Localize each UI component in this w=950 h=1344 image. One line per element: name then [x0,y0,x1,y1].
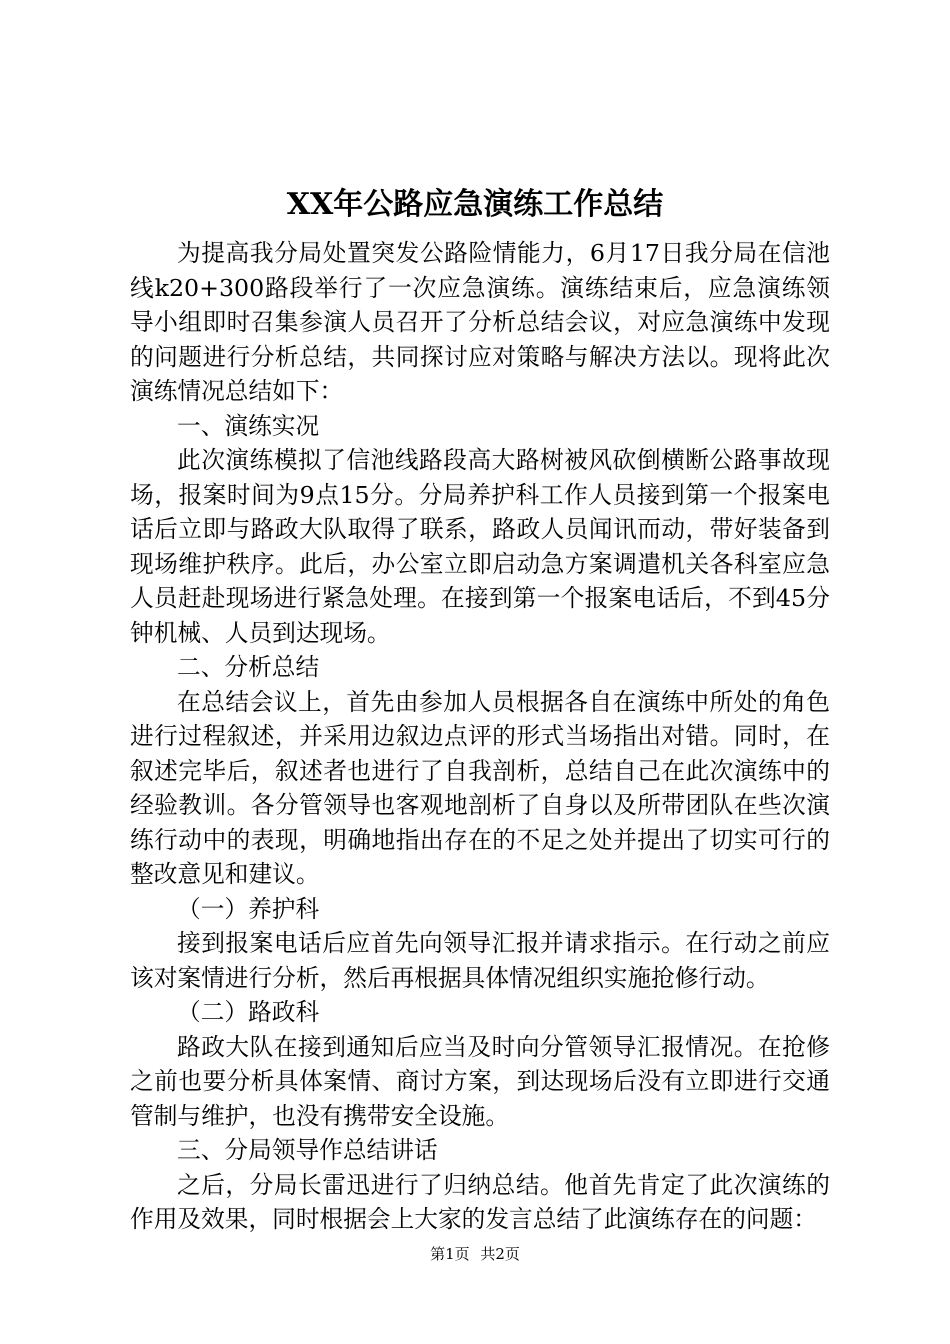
section-heading-1: 一、演练实况 [177,411,320,440]
page-number: 第1页 [430,1245,470,1263]
paragraph-intro: 为提高我分局处置突发公路险情能力，6月17日我分局在信池线k20+300路段举行了一次应急演练。演练结束后，应急演练领导小组即时召集参演人员召开了分析总结会议，对应急演练中发现的问题进行分析总结，共同探讨应对策略与解决方法以。现将此次演练情况总结如下： [130,239,830,405]
subsection-heading-maintenance: （一）养护科 [177,894,320,923]
paragraph-road-admin: 路政大队在接到通知后应当及时向分管领导汇报情况。在抢修之前也要分析具体案情、商讨方案，到达现场后没有立即进行交通管制与维护，也没有携带安全设施。 [130,1032,830,1130]
document-body [130,236,830,1237]
section-heading-2: 二、分析总结 [177,653,320,681]
document-title: XX年公路应急演练工作总结 [286,187,664,222]
page-footer [0,1243,950,1265]
paragraph-drill-details: 此次演练模拟了信池线路段高大路树被风砍倒横断公路事故现场，报案时间为9点15分。分局养护科工作人员接到第一个报案电话后立即与路政大队取得了联系，路政人员闻讯而动，带好装备到现场维护秩序。此后，办公室立即启动急方案调遣机关各科室应急人员赶赴现场进行紧急处理。在接到第一个报案电话后，不到45分钟机械、人员到达现场。 [130,446,830,647]
subsection-heading-road-admin: （二）路政科 [177,998,320,1026]
paragraph-analysis: 在总结会议上，首先由参加人员根据各自在演练中所处的角色进行过程叙述，并采用边叙边点评的形式当场指出对错。同时，在叙述完毕后，叙述者也进行了自我剖析，总结自己在此次演练中的经验教训。各分管领导也客观地剖析了自身以及所带团队在些次演练行动中的表现，明确地指出存在的不足之处并提出了切实可行的整改意见和建议。 [130,687,830,888]
page-total: 共2页 [480,1245,520,1263]
paragraph-maintenance: 接到报案电话后应首先向领导汇报并请求指示。在行动之前应该对案情进行分析，然后再根据具体情况组织实施抢修行动。 [130,929,830,992]
section-heading-3: 三、分局领导作总结讲话 [177,1136,438,1164]
paragraph-leader-summary: 之后，分局长雷迅进行了归纳总结。他首先肯定了此次演练的作用及效果，同时根据会上大家的发言总结了此演练存在的问题： [130,1170,830,1233]
